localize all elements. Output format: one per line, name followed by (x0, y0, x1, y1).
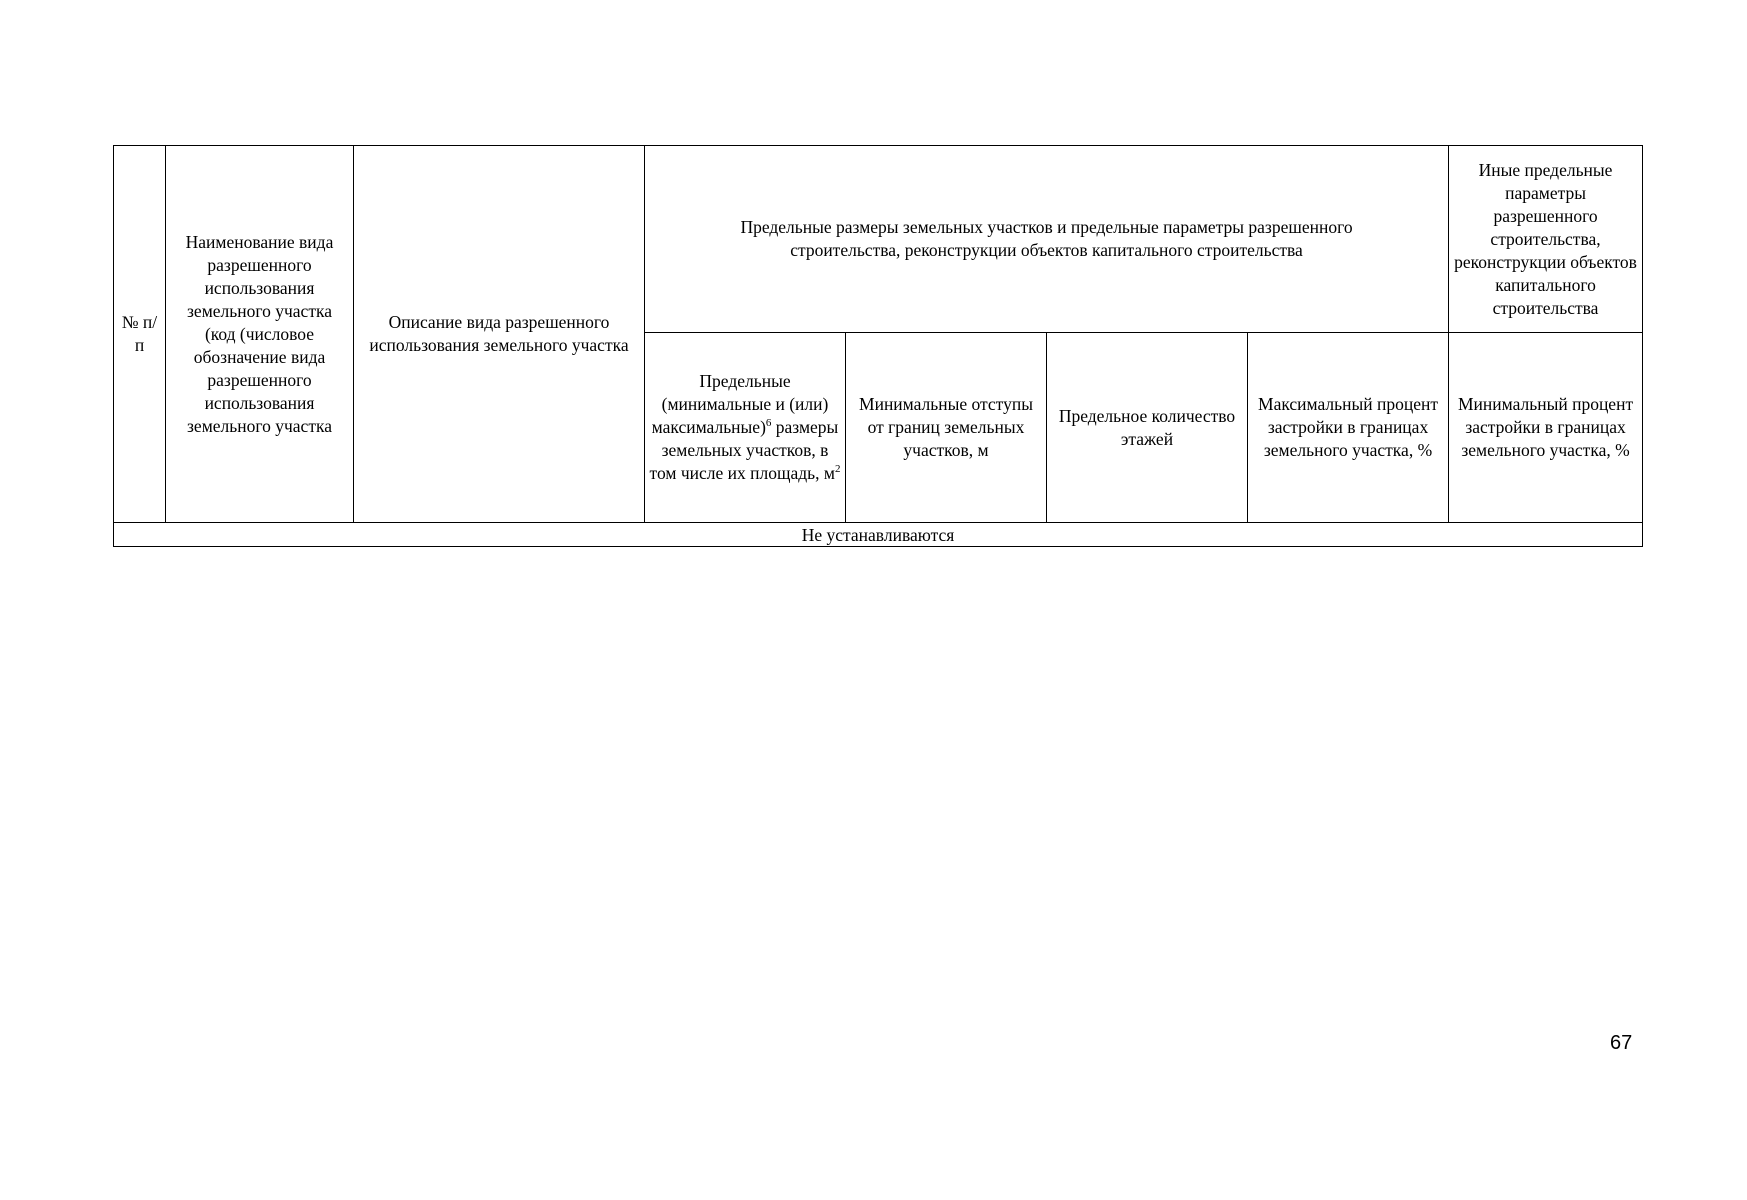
page-number: 67 (1610, 1032, 1633, 1054)
header-num: № п/п (114, 146, 166, 523)
header-other-params: Иные предельные параметры разрешенного строительства, реконструкции объектов капитального строительства (1449, 146, 1643, 333)
header-floors: Предельное количество этажей (1047, 333, 1248, 523)
land-use-parameters-table (113, 145, 1643, 547)
header-description: Описание вида разрешенного использования земельного участка (354, 146, 645, 523)
plot-sizes-footnote: 6 (765, 417, 772, 429)
header-plot-sizes (645, 333, 846, 523)
header-name: Наименование вида разрешенного использования земельного участка (код (числовое обозначение вида разрешенного использования земельного участка (166, 146, 354, 523)
header-group-limits: Предельные размеры земельных участков и предельные параметры разрешенного строительства, реконструкции объектов капитального строительства (645, 146, 1449, 333)
plot-sizes-text: Предельные (минимальные и (или) максимальные) (651, 371, 829, 437)
table-row (114, 523, 1643, 547)
plot-sizes-tail: размеры земельных участков, в том числе их площадь, м (649, 417, 839, 483)
plot-sizes-unit-power: 2 (834, 463, 841, 475)
header-row-top (114, 146, 1643, 333)
header-max-coverage: Максимальный процент застройки в границах земельного участка, % (1248, 333, 1449, 523)
header-min-coverage: Минимальный процент застройки в границах земельного участка, % (1449, 333, 1643, 523)
body-not-established: Не устанавливаются (114, 523, 1643, 547)
header-setbacks: Минимальные отступы от границ земельных участков, м (846, 333, 1047, 523)
